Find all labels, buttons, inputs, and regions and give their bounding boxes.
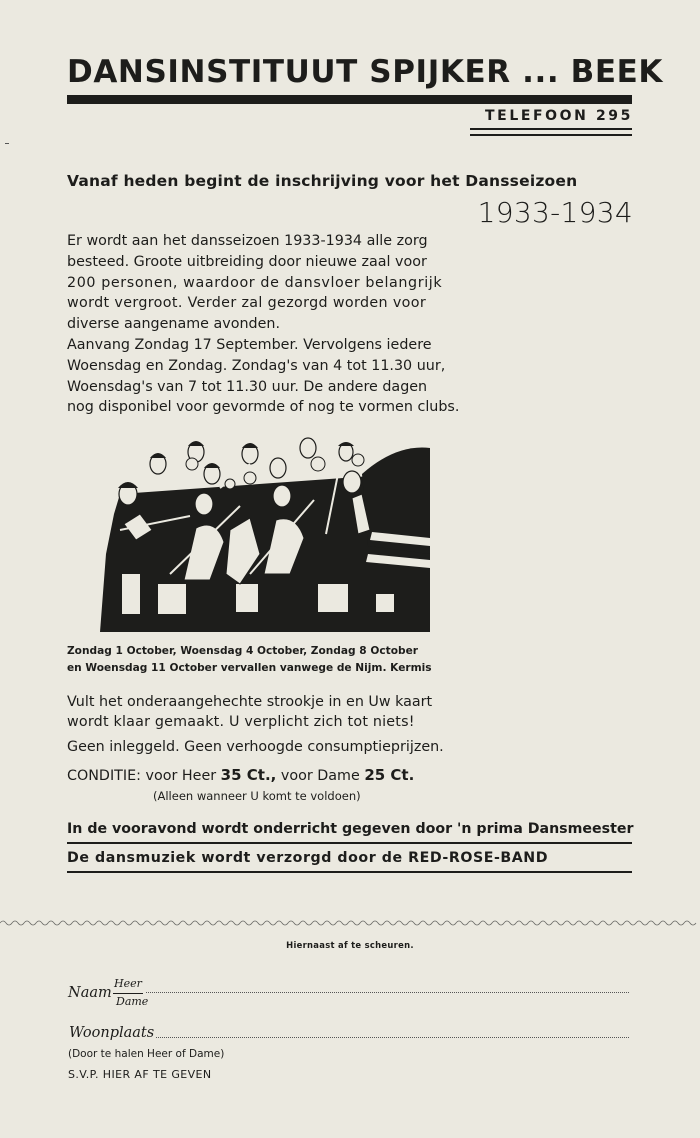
body-line: Woensdag en Zondag. Zondag's van 4 tot 11.30 uur, [67,357,446,374]
season-year: 1933-1934 [477,196,633,229]
lesson-rule [67,842,632,844]
condition-label: CONDITIE: [67,768,141,784]
condition-note: (Alleen wanneer U komt te voldoen) [153,789,361,803]
fill-in-line: Vult het onderaangehechte strookje in en Uw kaart [67,694,433,710]
heer-label: Heer [114,977,142,990]
registration-headline: Vanaf heden begint de inschrijving voor het Dansseizoen [67,172,578,190]
naam-field[interactable] [146,992,629,993]
perforation-line [0,919,700,927]
band-rule [67,871,632,873]
condition-heer-price: 35 Ct., [220,766,277,784]
cancellation-line: Zondag 1 October, Woensdag 4 October, Zondag 8 October [67,645,418,657]
condition-heer-text: voor Heer [145,768,217,784]
body-line: Er wordt aan het dansseizoen 1933-1934 alle zorg [67,233,428,249]
pickup-note: (Door te halen Heer of Dame) [68,1048,225,1060]
phone-rule-bottom [470,134,632,136]
phone-number: TELEFOON 295 [485,108,633,124]
dame-label: Dame [116,995,149,1008]
body-line: 200 personen, waardoor de dansvloer belangrijk [67,274,443,291]
body-line: besteed. Groote uitbreiding door nieuwe zaal voor [67,253,427,270]
band-line: De dansmuziek wordt verzorgd door de RED-ROSE-BAND [67,850,549,866]
hand-in-note: S.V.P. HIER AF TE GEVEN [68,1068,212,1081]
fill-in-note [67,692,487,732]
body-line: Aanvang Zondag 17 September. Vervolgens iedere [67,336,432,353]
condition-dame-price: 25 Ct. [364,766,415,784]
margin-mark [5,143,9,144]
flyer-title: DANSINSTITUUT SPIJKER ... BEEK [67,54,664,90]
body-line: nog disponibel voor gevormde of nog te vormen clubs. [67,399,460,416]
condition-line [67,766,487,784]
woonplaats-field[interactable] [156,1037,629,1038]
tear-off-note: Hiernaast af te scheuren. [286,940,414,950]
phone-rule-top [470,128,632,130]
body-line: wordt vergroot. Verder zal gezorgd worden voor [67,295,427,312]
lesson-line: In de vooravond wordt onderricht gegeven door 'n prima Dansmeester [67,821,634,837]
cancellation-note [67,643,487,677]
naam-label: Naam [68,985,112,1001]
woonplaats-label: Woonplaats [69,1025,155,1041]
condition-dame-text: voor Dame [280,768,360,784]
no-deposit-note: Geen inleggeld. Geen verhoogde consumptieprijzen. [67,739,444,755]
fill-in-line: wordt klaar gemaakt. U verplicht zich tot niets! [67,714,415,730]
cancellation-line: en Woensdag 11 October vervallen vanwege de Nijm. Kermis [67,662,432,674]
body-line: diverse aangename avonden. [67,316,281,333]
band-illustration [100,434,432,632]
title-rule [67,95,632,104]
heer-dame-divider [113,993,143,994]
body-paragraph [67,231,477,418]
body-line: Woensdag's van 7 tot 11.30 uur. De andere dagen [67,378,428,395]
